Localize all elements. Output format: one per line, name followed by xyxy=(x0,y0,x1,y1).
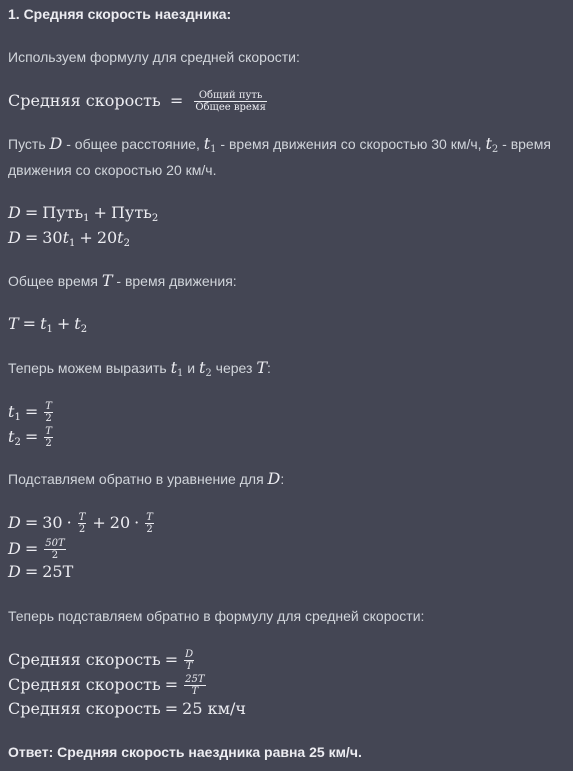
numerator: 50T xyxy=(45,538,65,549)
speed-eq-25T-over-T xyxy=(8,674,208,697)
numerator: T xyxy=(78,512,86,523)
formula-numerator: Общий путь xyxy=(194,90,267,102)
fraction xyxy=(44,401,53,424)
subst-text-a: Подставляем обратно в уравнение для xyxy=(8,471,268,487)
var-t: t xyxy=(40,314,47,333)
var-t: t xyxy=(117,228,124,247)
equation-t1 xyxy=(8,401,55,428)
sub-1: 1 xyxy=(14,412,21,423)
numerator: 25T xyxy=(185,674,205,685)
plus-sign: + xyxy=(79,228,93,247)
let-text-d: - время xyxy=(498,136,551,152)
time-text-b: - время движения: xyxy=(112,273,237,289)
var-T: T xyxy=(101,271,113,290)
equation-T xyxy=(8,314,87,340)
speed-lhs: Средняя скорость xyxy=(8,675,161,694)
coef-20: 20 xyxy=(109,513,131,532)
fraction xyxy=(44,426,53,449)
section-heading: 1. Средняя скорость наездника: xyxy=(8,6,232,22)
eq-sign: = xyxy=(164,675,179,694)
plus-sign: + xyxy=(93,203,107,222)
denominator: 2 xyxy=(146,524,153,535)
substitute-text xyxy=(8,469,284,489)
formula-fraction xyxy=(194,90,267,113)
speed-value: 25 км/ч xyxy=(182,699,246,718)
var-D: D xyxy=(8,562,21,581)
sub-1: 1 xyxy=(83,213,90,224)
fraction xyxy=(184,649,194,672)
denominator: 2 xyxy=(45,413,52,424)
express-text xyxy=(8,358,271,384)
let-text-line2: движения со скоростью 20 км/ч. xyxy=(8,162,217,178)
numerator: T xyxy=(45,426,52,437)
eq-sign: = xyxy=(22,314,37,333)
total-time-text xyxy=(8,271,237,291)
fraction xyxy=(184,674,205,697)
path-2: Путь xyxy=(110,203,152,222)
sub-2: 2 xyxy=(205,368,212,379)
var-T: T xyxy=(8,314,19,333)
coef-30: 30 xyxy=(42,228,63,247)
intro-text: Используем формулу для средней скорости: xyxy=(8,49,300,65)
sub-2: 2 xyxy=(151,213,159,224)
speed-eq-result xyxy=(8,699,246,719)
formula-denominator: Общее время xyxy=(195,102,266,113)
numerator: D xyxy=(185,649,194,660)
var-t: t xyxy=(62,228,70,247)
var-t: t xyxy=(8,427,15,446)
var-D: D xyxy=(8,228,21,247)
express-via: через xyxy=(211,360,257,376)
var-t1: t xyxy=(203,134,211,153)
denominator: 2 xyxy=(51,550,59,561)
let-text-line1 xyxy=(8,134,551,160)
sub-1: 1 xyxy=(69,238,76,249)
denominator: T xyxy=(185,661,193,672)
eq-sign: = xyxy=(24,562,39,581)
var-D: D xyxy=(8,203,21,222)
var-t2: t xyxy=(485,134,492,153)
equation-D-paths xyxy=(8,203,158,229)
express-text-a: Теперь можем выразить xyxy=(8,360,171,376)
colon: : xyxy=(280,471,285,487)
equation-t2 xyxy=(8,426,55,453)
sub-1: 1 xyxy=(46,324,53,335)
plus-sign: + xyxy=(92,513,106,532)
let-text-a: Пусть xyxy=(8,136,50,152)
time-text-a: Общее время xyxy=(8,273,102,289)
fraction xyxy=(44,538,65,561)
substitute-speed-text: Теперь подставляем обратно в формулу для средней скорости: xyxy=(8,608,425,624)
equation-D-25T xyxy=(8,562,73,582)
dot-sign: · xyxy=(134,513,140,532)
sub-1: 1 xyxy=(210,144,217,155)
avg-speed-formula xyxy=(8,90,269,113)
sub-1: 1 xyxy=(177,368,184,379)
var-D: D xyxy=(8,539,21,558)
numerator: T xyxy=(45,401,52,412)
var-D: D xyxy=(8,513,21,532)
speed-lhs: Средняя скорость xyxy=(8,699,161,718)
var-T: T xyxy=(256,358,268,377)
denominator: 2 xyxy=(45,438,52,449)
let-text-b: - общее расстояние, xyxy=(62,136,204,152)
path-1: Путь xyxy=(42,203,84,222)
speed-eq-D-over-T xyxy=(8,649,196,672)
plus-sign: + xyxy=(56,314,71,333)
denominator: T xyxy=(191,686,199,697)
equation-D-subst xyxy=(8,512,156,535)
eq-sign: = xyxy=(164,650,179,669)
formula-lhs: Средняя скорость xyxy=(8,91,161,110)
eq-sign: = xyxy=(24,203,39,222)
equation-D-50T xyxy=(8,538,68,561)
let-text-c: - время движения со скоростью 30 км/ч, xyxy=(216,136,486,152)
numerator: T xyxy=(146,512,153,523)
coef-30: 30 xyxy=(42,513,63,532)
fraction xyxy=(145,512,154,535)
var-D: D xyxy=(267,469,281,488)
sub-2: 2 xyxy=(80,324,88,335)
sub-2: 2 xyxy=(491,144,499,155)
var-t: t xyxy=(170,358,177,377)
sub-2: 2 xyxy=(14,437,21,448)
var-t: t xyxy=(74,314,81,333)
denominator: 2 xyxy=(78,524,86,535)
eq-sign: = xyxy=(24,539,39,558)
formula-eq: = xyxy=(169,91,184,110)
fraction xyxy=(78,512,87,535)
eq-sign: = xyxy=(24,513,39,532)
var-D: D xyxy=(49,134,63,153)
speed-lhs: Средняя скорость xyxy=(8,650,161,669)
eq-sign: = xyxy=(24,228,39,247)
equation-D-times xyxy=(8,228,130,254)
answer-text: Ответ: Средняя скорость наездника равна 25 км/ч. xyxy=(8,744,362,760)
eq-sign: = xyxy=(24,402,39,421)
var-t: t xyxy=(8,402,15,421)
coef-20: 20 xyxy=(96,228,118,247)
eq-sign: = xyxy=(164,699,179,718)
express-and: и xyxy=(183,360,199,376)
eq-sign: = xyxy=(24,427,39,446)
var-t: t xyxy=(198,358,206,377)
sub-2: 2 xyxy=(123,238,130,249)
dot-sign: · xyxy=(66,513,72,532)
value-25T: 25T xyxy=(42,562,74,581)
colon: : xyxy=(267,360,271,376)
